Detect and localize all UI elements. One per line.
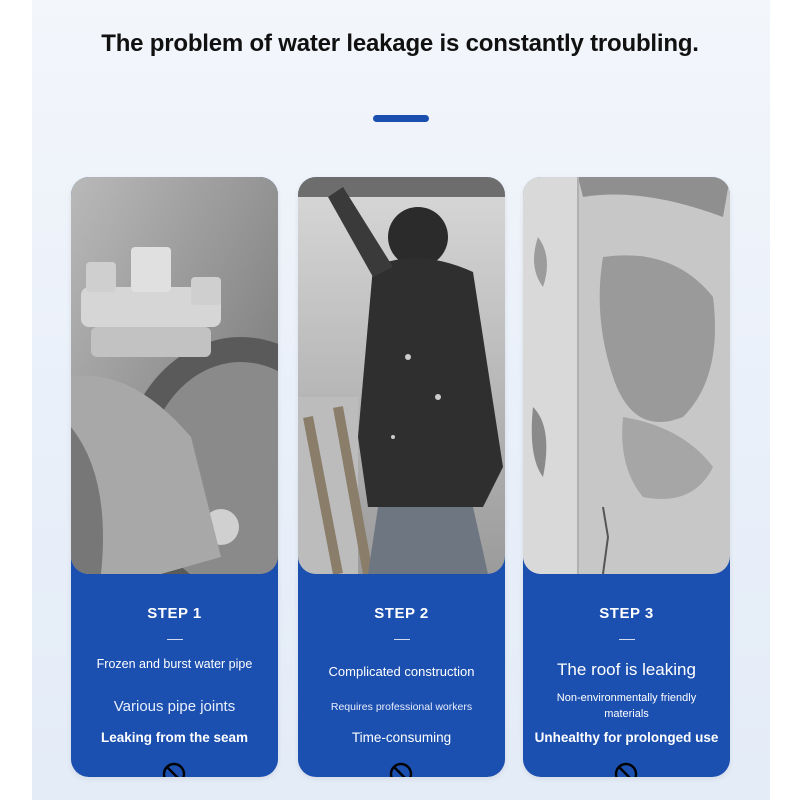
step-divider — [394, 639, 410, 640]
prohibited-icon — [162, 762, 186, 777]
title-underline-bar — [373, 115, 429, 122]
card-line-1: Complicated construction — [328, 664, 475, 679]
peeling-wall-photo — [523, 177, 730, 574]
step-divider — [167, 639, 183, 640]
card-line-3: Leaking from the seam — [100, 730, 249, 745]
step-card-1 — [71, 177, 278, 777]
card-line-3: Time-consuming — [351, 730, 452, 745]
page-title: The problem of water leakage is constantly troubling. — [101, 30, 699, 57]
worker-on-ladder-photo — [298, 177, 505, 574]
card-line-2: Requires professional workers — [330, 701, 473, 713]
rusty-pipe-valve-photo — [71, 177, 278, 574]
card-line-1: The roof is leaking — [557, 660, 696, 679]
prohibited-icon — [614, 762, 638, 777]
card-line-2: Various pipe joints — [113, 698, 236, 715]
prohibited-icon — [389, 762, 413, 777]
step-card-2 — [298, 177, 505, 777]
step-card-3 — [523, 177, 730, 777]
step-divider — [619, 639, 635, 640]
step-label: STEP 2 — [374, 605, 429, 622]
card-line-3: Unhealthy for prolonged use — [534, 730, 719, 745]
card-line-2: Non-environmentally friendly materials — [556, 692, 697, 720]
step-label: STEP 1 — [147, 605, 202, 622]
step-label: STEP 3 — [599, 605, 654, 622]
card-line-1: Frozen and burst water pipe — [96, 657, 253, 671]
